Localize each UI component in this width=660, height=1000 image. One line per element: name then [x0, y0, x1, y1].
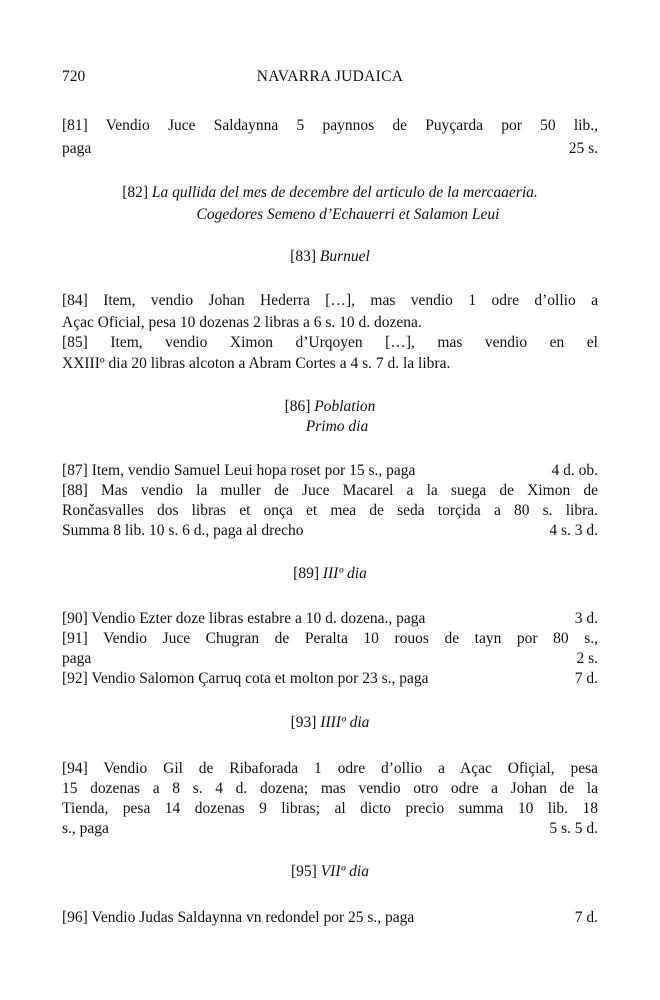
heading-86-subtitle-text: Primo dia [305, 418, 369, 435]
running-title: NAVARRA JUDAICA [256, 68, 404, 85]
entry-91-line-1: [91] Vendio Juce Chugran de Peralta 10 rouos de tayn por 80 s., [62, 630, 598, 647]
heading-83-number: [83] [290, 248, 316, 265]
entry-84-line-2: Açac Oficial, pesa 10 dozenas 2 libras a 6 s. 10 d. dozena. [62, 314, 422, 331]
heading-89-title: IIIº dia [322, 565, 367, 582]
entry-88-line-1: [88] Mas vendio la muller de Juce Macarel a la suega de Ximon de [62, 482, 598, 499]
entry-87-line-1: [87] Item, vendio Samuel Leui hopa roset por 15 s., paga [62, 462, 416, 479]
entry-94-line-4: s., paga [62, 820, 109, 837]
heading-82 [0, 184, 660, 202]
entry-94-amount: 5 s. 5 d. [549, 820, 598, 837]
heading-82-subtitle-text: Cogedores Semeno d’Echauerri et Salamon Leui [196, 206, 500, 223]
entry-91-line-2: paga [62, 650, 92, 667]
heading-93 [0, 714, 660, 732]
entry-90-amount: 3 d. [574, 610, 598, 627]
entry-88-amount: 4 s. 3 d. [549, 522, 598, 539]
heading-93-title: IIIIº dia [320, 714, 370, 731]
entry-81-amount: 25 s. [568, 140, 598, 157]
heading-86-subtitle [0, 418, 660, 436]
heading-89 [0, 565, 660, 583]
heading-83-title: Burnuel [319, 248, 370, 265]
entry-92-line-1: [92] Vendio Salomon Çarruq cota et molton por 23 s., paga [62, 670, 429, 687]
entry-94-line-2: 15 dozenas a 8 s. 4 d. dozena; mas vendio otro odre a Johan de la [62, 780, 598, 797]
entry-88-line-2: Rončasvalles dos libras et onça et mea de seda torçida a 80 s. libra. [62, 502, 598, 519]
heading-89-number: [89] [293, 565, 319, 582]
entry-84-line-1: [84] Item, vendio Johan Hederra […], mas vendio 1 odre d’ollio a [62, 292, 598, 309]
entry-91-amount: 2 s. [576, 650, 598, 667]
heading-95 [0, 863, 660, 881]
entry-81-line-1: [81] Vendio Juce Saldaynna 5 paynnos de Puyçarda por 50 lib., [62, 117, 598, 134]
heading-95-title: VIIº dia [320, 863, 369, 880]
entry-94-line-1: [94] Vendio Gil de Ribaforada 1 odre d’ollio a Açac Ofiçial, pesa [62, 760, 598, 777]
page-number: 720 [62, 68, 86, 85]
entry-85-line-2: XXIIIº dia 20 libras alcoton a Abram Cortes a 4 s. 7 d. la libra. [62, 355, 451, 372]
heading-86-title: Poblation [314, 398, 376, 415]
heading-86 [0, 398, 660, 416]
heading-86-number: [86] [284, 398, 311, 415]
entry-87-amount: 4 d. ob. [551, 462, 598, 479]
entry-88-line-3: Summa 8 lib. 10 s. 6 d., paga al drecho [62, 522, 304, 539]
heading-95-number: [95] [291, 863, 317, 880]
heading-93-number: [93] [290, 714, 317, 731]
heading-82-title: La qullida del mes de decembre del articulo de la mercaaeria. [151, 184, 538, 201]
entry-92-amount: 7 d. [574, 670, 598, 687]
entry-96-amount: 7 d. [574, 909, 598, 926]
heading-82-subtitle [0, 206, 660, 224]
entry-81-line-2: paga [62, 140, 92, 157]
entry-90-line-1: [90] Vendio Ezter doze libras estabre a 10 d. dozena., paga [62, 610, 426, 627]
entry-96-line-1: [96] Vendio Judas Saldaynna vn redondel por 25 s., paga [62, 909, 415, 926]
entry-85-line-1: [85] Item, vendio Ximon d’Urqoyen […], mas vendio en el [62, 334, 598, 351]
heading-83 [0, 248, 660, 266]
entry-94-line-3: Tienda, pesa 14 dozenas 9 libras; al dicto precio summa 10 lib. 18 [62, 800, 598, 817]
heading-82-number: [82] [122, 184, 149, 201]
